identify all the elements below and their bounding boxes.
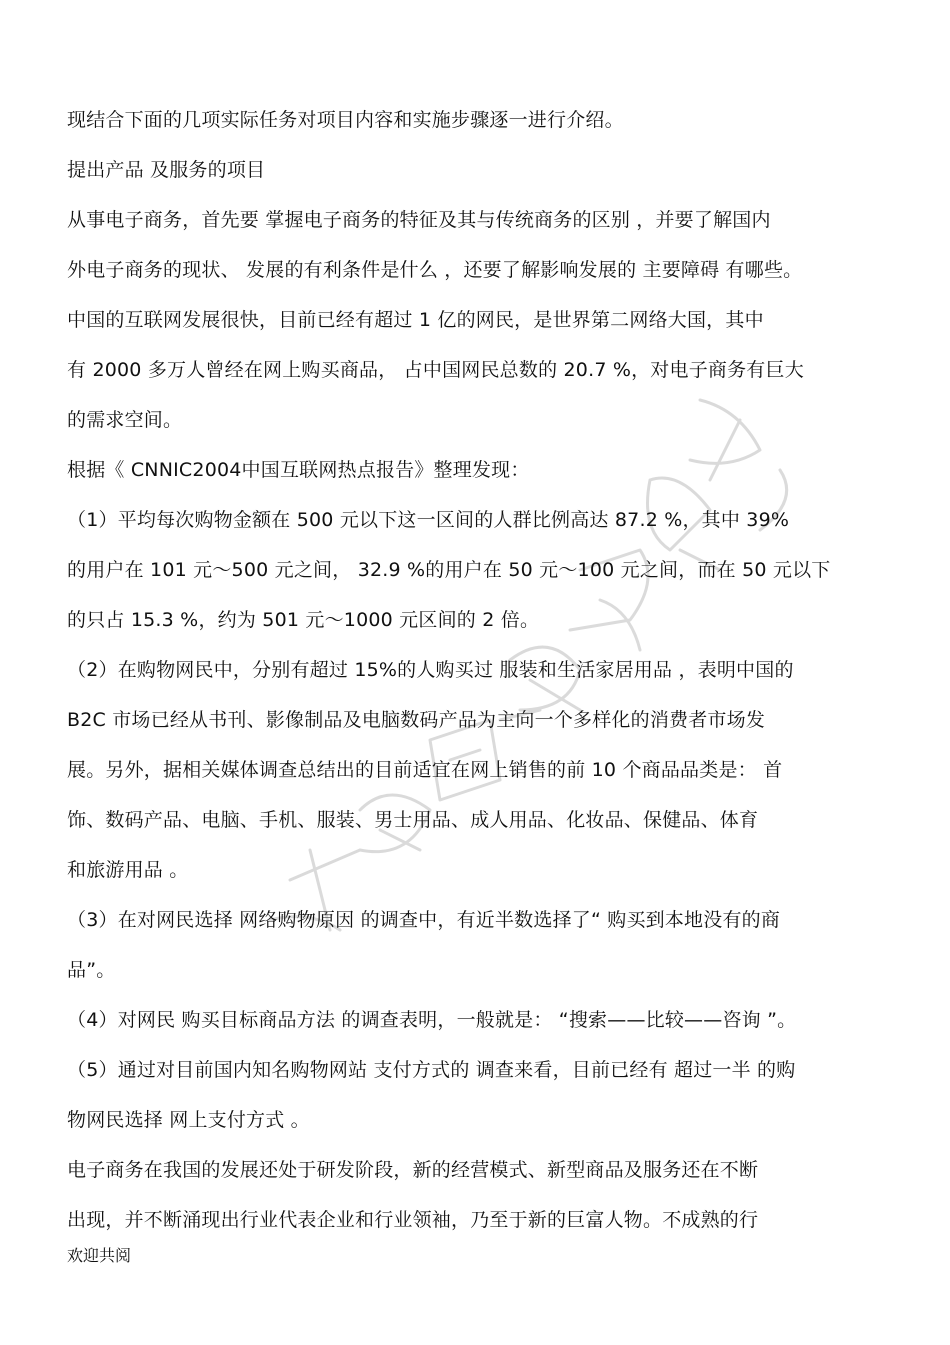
text-line: 品”。 <box>67 959 116 981</box>
text-line: 和旅游用品 。 <box>67 859 189 881</box>
text-line: 出现，并不断涌现出行业代表企业和行业领袖，乃至于新的巨富人物。不成熟的行 <box>67 1209 759 1231</box>
text-line: 有 2000 多万人曾经在网上购买商品， 占中国网民总数的 20.7 %，对电子商务有巨大 <box>67 359 804 381</box>
text-line: B2C 市场已经从书刊、影像制品及电脑数码产品为主向一个多样化的消费者市场发 <box>67 709 766 731</box>
text-line: 电子商务在我国的发展还处于研发阶段，新的经营模式、新型商品及服务还在不断 <box>67 1159 759 1181</box>
text-line: 从事电子商务，首先要 掌握电子商务的特征及其与传统商务的区别 ，并要了解国内 <box>67 209 771 231</box>
text-line: （5）通过对目前国内知名购物网站 支付方式的 调查来看，目前已经有 超过一半 的购 <box>67 1059 796 1081</box>
text-line: 根据《 CNNIC2004中国互联网热点报告》整理发现： <box>67 459 530 481</box>
text-line: 中国的互联网发展很快，目前已经有超过 1 亿的网民，是世界第二网络大国，其中 <box>67 309 764 331</box>
text-line: 饰、数码产品、电脑、手机、服装、男士用品、成人用品、化妆品、保健品、体育 <box>67 809 759 831</box>
text-line: （3）在对网民选择 网络购物原因 的调查中，有近半数选择了“ 购买到本地没有的商 <box>67 909 781 931</box>
text-line: 的需求空间。 <box>67 409 183 431</box>
text-line: 展。另外，据相关媒体调查总结出的目前适宜在网上销售的前 10 个商品品类是： 首 <box>67 759 783 781</box>
text-line: 的用户在 101 元～500 元之间， 32.9 %的用户在 50 元～100 元之间，而在 50 元以下 <box>67 559 831 581</box>
text-line: 外电子商务的现状、 发展的有利条件是什么 ，还要了解影响发展的 主要障碍 有哪些。 <box>67 259 803 281</box>
text-line: （4）对网民 购买目标商品方法 的调查表明，一般就是： “搜索——比较——咨询 ”。 <box>67 1009 797 1031</box>
text-line: 的只占 15.3 %，约为 501 元～1000 元区间的 2 倍。 <box>67 609 540 631</box>
footer-text: 欢迎共阅 <box>67 1246 132 1265</box>
text-line: 现结合下面的几项实际任务对项目内容和实施步骤逐一进行介绍。 <box>67 109 624 131</box>
text-line: 提出产品 及服务的项目 <box>67 159 266 181</box>
text-line: 物网民选择 网上支付方式 。 <box>67 1109 310 1131</box>
text-line: （2）在购物网民中，分别有超过 15%的人购买过 服装和生活家居用品 ，表明中国的 <box>67 659 794 681</box>
text-line: （1）平均每次购物金额在 500 元以下这一区间的人群比例高达 87.2 %，其中 39% <box>67 509 790 531</box>
